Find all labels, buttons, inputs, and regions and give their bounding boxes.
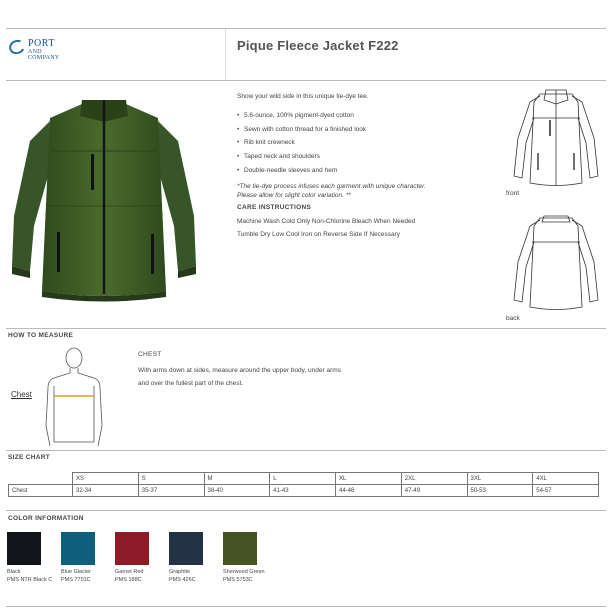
feature-item: • Taped neck and shoulders bbox=[237, 152, 437, 161]
header-divider bbox=[225, 29, 226, 81]
size-value-cell: 32-34 bbox=[73, 485, 139, 497]
header-top-rule bbox=[6, 28, 606, 29]
color-swatch bbox=[169, 532, 203, 565]
color-swatch-label bbox=[223, 568, 283, 584]
feature-item: • Double-needle sleeves and hem bbox=[237, 166, 437, 175]
size-header-cell: 2XL bbox=[401, 473, 467, 485]
color-swatch bbox=[61, 532, 95, 565]
logo-swoosh-icon bbox=[7, 38, 27, 57]
feature-list bbox=[237, 111, 437, 175]
description-intro: Show your wild side in this unique tie-dye tee. bbox=[237, 93, 369, 100]
jacket-product-image bbox=[10, 96, 198, 306]
color-swatch bbox=[115, 532, 149, 565]
color-swatch-label bbox=[7, 568, 67, 584]
page-title: Pique Fleece Jacket F222 bbox=[237, 38, 399, 53]
color-info-heading: COLOR INFORMATION bbox=[8, 515, 84, 522]
size-header-cell: S bbox=[138, 473, 204, 485]
size-header-cell: XS bbox=[73, 473, 139, 485]
chest-figure-label: Chest bbox=[11, 390, 32, 399]
color-name: Garnet Red bbox=[115, 569, 144, 575]
color-swatch-label bbox=[61, 568, 121, 584]
table-row bbox=[9, 485, 599, 497]
size-header-cell: M bbox=[204, 473, 270, 485]
care-text: Machine Wash Cold Only Non-Chlorine Bleach When Needed Tumble Dry Low Cool Iron on Reverse Side If Necessary bbox=[237, 217, 416, 238]
size-header-cell: L bbox=[270, 473, 336, 485]
color-pms: PMS 7701C bbox=[61, 577, 91, 583]
back-line-drawing bbox=[510, 212, 602, 312]
feature-item: • 5.6-ounce, 100% pigment-dyed cotton bbox=[237, 111, 437, 120]
size-value-cell: 41-43 bbox=[270, 485, 336, 497]
how-to-measure-heading: HOW TO MEASURE bbox=[8, 332, 74, 339]
color-name: Sherwood Green bbox=[223, 569, 265, 575]
product-description bbox=[237, 92, 437, 241]
color-swatch-label bbox=[169, 568, 229, 584]
color-name: Graphite bbox=[169, 569, 191, 575]
size-header-blank bbox=[9, 473, 73, 485]
color-pms: PMS 5753C bbox=[223, 577, 253, 583]
logo-text-company: AND COMPANY bbox=[28, 49, 60, 61]
row-label: Chest bbox=[9, 485, 73, 497]
color-swatch bbox=[223, 532, 257, 565]
color-name: Blue Glacier bbox=[61, 569, 91, 575]
size-value-cell: 54-57 bbox=[533, 485, 599, 497]
chest-heading: CHEST bbox=[138, 351, 162, 358]
section-rule bbox=[6, 510, 606, 511]
color-pms: PMS 426C bbox=[169, 577, 196, 583]
front-line-drawing bbox=[510, 88, 602, 188]
color-swatch bbox=[7, 532, 41, 565]
front-label: front bbox=[506, 190, 520, 197]
size-header-cell: 3XL bbox=[467, 473, 533, 485]
size-chart-table bbox=[8, 472, 599, 497]
chest-instructions: With arms down at sides, measure around the upper body, under arms and over the fullest part of the chest. bbox=[138, 367, 341, 387]
color-swatch-label bbox=[115, 568, 175, 584]
header-bottom-rule bbox=[6, 80, 606, 81]
section-rule bbox=[6, 328, 606, 329]
color-pms: PMS NTR Black C bbox=[7, 577, 53, 583]
size-value-cell: 38-40 bbox=[204, 485, 270, 497]
logo-text-port: PORT bbox=[28, 38, 55, 49]
size-value-cell: 44-46 bbox=[336, 485, 402, 497]
size-header-row bbox=[9, 473, 599, 485]
bottom-rule bbox=[6, 606, 606, 607]
size-value-cell: 50-53 bbox=[467, 485, 533, 497]
color-pms: PMS 188C bbox=[115, 577, 142, 583]
tie-dye-note: *The tie-dye process infuses each garment with unique character. Please allow for slight color variation. ** bbox=[237, 182, 426, 199]
back-label: back bbox=[506, 315, 520, 322]
size-chart-heading: SIZE CHART bbox=[8, 454, 50, 461]
brand-logo bbox=[9, 38, 69, 60]
feature-item: • Sewn with cotton thread for a finished look bbox=[237, 125, 437, 134]
size-value-cell: 35-37 bbox=[138, 485, 204, 497]
color-name: Black bbox=[7, 569, 21, 575]
measure-figure bbox=[40, 346, 108, 448]
size-header-cell: 4XL bbox=[533, 473, 599, 485]
section-rule bbox=[6, 450, 606, 451]
care-heading: CARE INSTRUCTIONS bbox=[237, 203, 312, 211]
feature-item: • Rib knit crewneck bbox=[237, 138, 437, 147]
size-header-cell: XL bbox=[336, 473, 402, 485]
size-value-cell: 47-49 bbox=[401, 485, 467, 497]
